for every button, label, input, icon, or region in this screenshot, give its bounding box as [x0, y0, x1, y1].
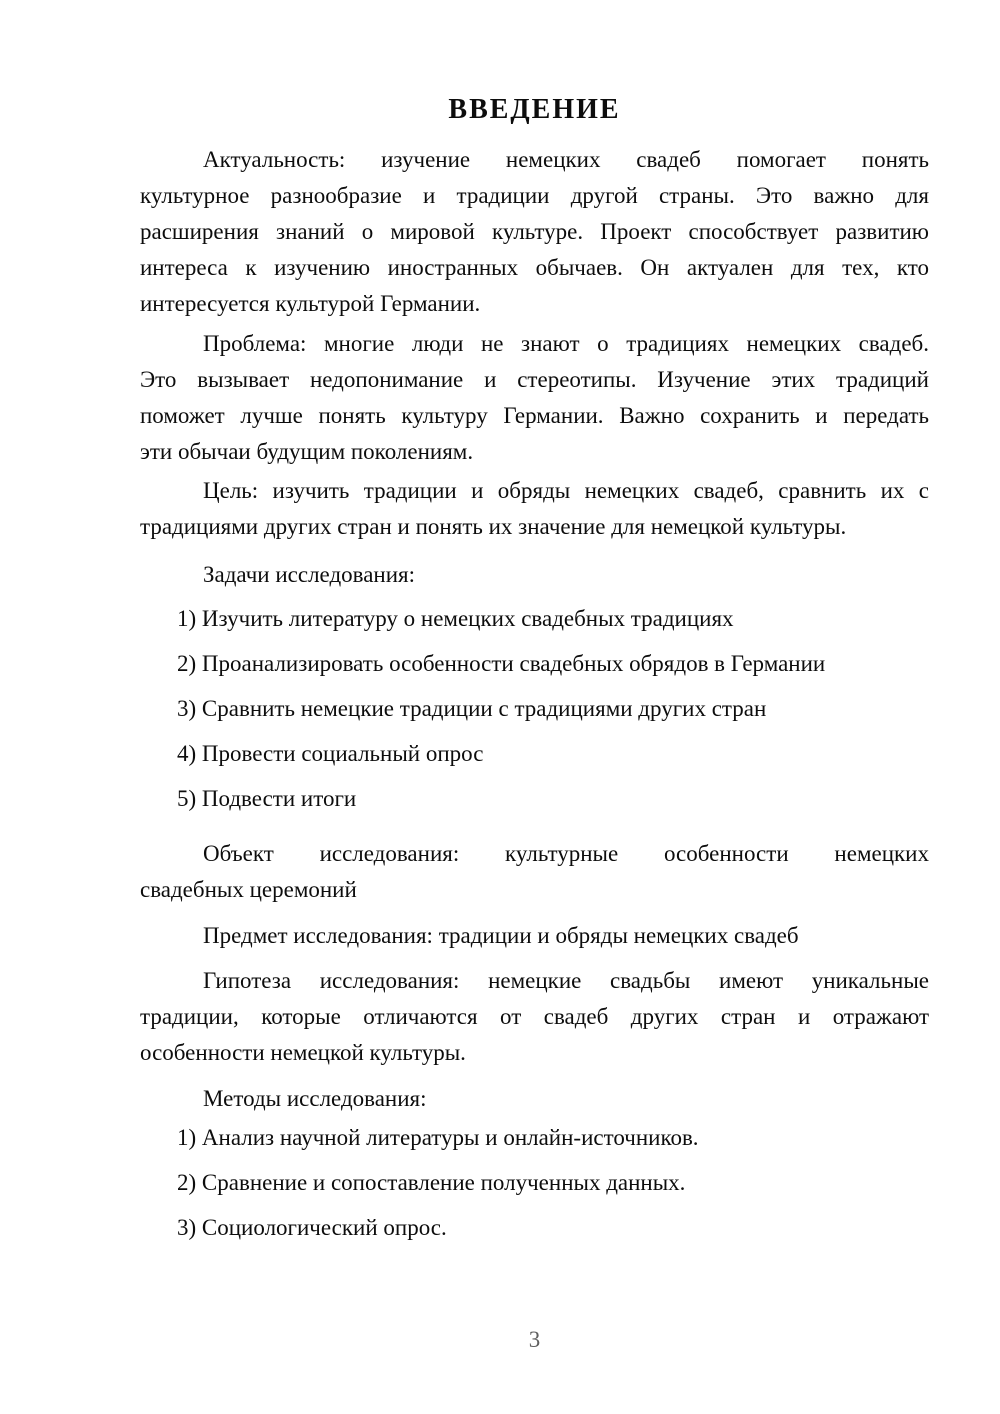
tasks-list	[140, 601, 929, 817]
text-line: Цель: изучить традиции и обряды немецких свадеб, сравнить их с	[203, 478, 929, 503]
list-item: 4) Провести социальный опрос	[177, 741, 484, 766]
text-line: свадебных церемоний	[140, 877, 357, 902]
section-title: ВВЕДЕНИЕ	[448, 94, 621, 125]
text-line: культурное разнообразие и традиции другой страны. Это важно для	[140, 183, 929, 208]
list-item: 1) Изучить литературу о немецких свадебных традициях	[177, 606, 734, 631]
paragraph-object	[140, 836, 929, 908]
list-item: 3) Сравнить немецкие традиции с традициями других стран	[177, 696, 767, 721]
methods-list	[140, 1120, 929, 1246]
text-line: Проблема: многие люди не знают о традициях немецких свадеб.	[203, 331, 929, 356]
list-item: 3) Социологический опрос.	[177, 1215, 447, 1240]
list-item: 2) Сравнение и сопоставление полученных данных.	[177, 1170, 686, 1195]
text-line: Актуальность: изучение немецких свадеб помогает понять	[203, 147, 929, 172]
text-line: расширения знаний о мировой культуре. Проект способствует развитию	[140, 219, 929, 244]
text-line: интереса к изучению иностранных обычаев. Он актуален для тех, кто	[140, 255, 929, 280]
page-number: 3	[528, 1327, 541, 1352]
text-line: поможет лучше понять культуру Германии. Важно сохранить и передать	[140, 403, 929, 428]
text-line: эти обычаи будущим поколениям.	[140, 439, 474, 464]
text-line: интересуется культурой Германии.	[140, 291, 481, 316]
text-line: традиции, которые отличаются от свадеб других стран и отражают	[140, 1004, 929, 1029]
tasks-heading: Задачи исследования:	[203, 562, 416, 587]
paragraph-goal	[140, 473, 929, 545]
methods-heading: Методы исследования:	[203, 1086, 427, 1111]
paragraph-hypothesis	[140, 963, 929, 1071]
list-item: 1) Анализ научной литературы и онлайн-источников.	[177, 1125, 699, 1150]
text-line: Это вызывает недопонимание и стереотипы. Изучение этих традиций	[140, 367, 929, 392]
text-line: Объект исследования: культурные особенности немецких	[203, 841, 929, 866]
paragraph-problem	[140, 326, 929, 470]
text-line: особенности немецкой культуры.	[140, 1040, 466, 1065]
paragraph-subject: Предмет исследования: традиции и обряды немецких свадеб	[203, 923, 799, 948]
list-item: 2) Проанализировать особенности свадебных обрядов в Германии	[177, 651, 826, 676]
text-line: Гипотеза исследования: немецкие свадьбы имеют уникальные	[203, 968, 929, 993]
list-item: 5) Подвести итоги	[177, 786, 357, 811]
page-content	[140, 92, 929, 1246]
paragraph-relevance	[140, 142, 929, 322]
text-line: традициями других стран и понять их значение для немецкой культуры.	[140, 514, 847, 539]
